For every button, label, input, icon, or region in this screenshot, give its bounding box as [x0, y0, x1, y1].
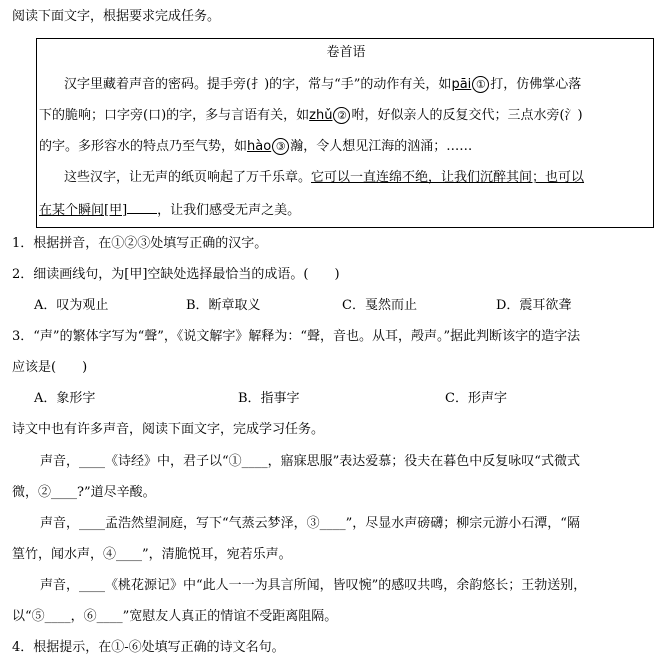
q3-option-c[interactable]: C．形声字	[445, 391, 507, 406]
sound-para-3-line-2: 以“⑤____，⑥____”宽慰友人真正的情谊不受距离阻隔。	[12, 609, 338, 624]
q3-option-a[interactable]: A．象形字	[34, 391, 96, 406]
underlined-sentence-end: 在某个瞬间[甲]	[39, 203, 128, 218]
passage-line-4: 这些汉字，让无声的纸页响起了万千乐章。它可以一直连绵不绝，让我们沉醉其间；也可以	[64, 170, 585, 185]
pinyin-2: zhǔ	[309, 108, 333, 123]
blank-marker-1: ①	[472, 76, 489, 93]
q2-option-c[interactable]: C．戛然而止	[342, 298, 417, 313]
blank-marker-2: ②	[333, 107, 350, 124]
q2-option-b[interactable]: B．断章取义	[186, 298, 261, 313]
question-3-line-2: 应该是( )	[12, 360, 88, 375]
q2-option-d[interactable]: D．震耳欲聋	[496, 298, 572, 313]
underlined-sentence: 它可以一直连绵不绝，让我们沉醉其间；也可以	[311, 170, 585, 185]
sound-para-1-line-2: 微，②____?”道尽辛酸。	[12, 485, 156, 500]
sound-para-2-line-2: 篁竹，闻水声，④____”，清脆悦耳，宛若乐声。	[12, 547, 292, 562]
sound-para-2-line-1: 声音，____孟浩然望洞庭，写下“气蒸云梦泽，③____”，尽显水声磅礴；柳宗元游小石潭，“隔	[40, 516, 580, 531]
sound-para-1-line-1: 声音，____《诗经》中，君子以“①____，寤寐思服”表达爱慕；役夫在暮色中反复咏叹“式微式	[40, 454, 580, 469]
passage-line-3: 的字。多形容水的特点乃至气势，如hào ③ 瀚，令人想见江海的汹涌；……	[39, 139, 473, 154]
question-3-line-1: 3．“声”的繁体字写为“聲”，《说文解字》解释为：“聲，音也。从耳，殸声。”据此判断该字的造字法	[12, 329, 581, 344]
blank-marker-3: ③	[272, 138, 289, 155]
passage-line-2: 下的脆响；口字旁(口)的字，多与言语有关，如zhǔ ② 咐，好似亲人的反复交代；三点水旁(氵)	[39, 108, 583, 123]
question-1: 1．根据拼音，在①②③处填写正确的汉字。	[12, 236, 268, 251]
passage-title: 卷首语	[326, 45, 366, 60]
q3-option-b[interactable]: B．指事字	[238, 391, 300, 406]
pinyin-1: pāi	[451, 77, 472, 92]
jia-blank[interactable]	[127, 199, 157, 214]
poem-intro: 诗文中也有许多声音，阅读下面文字，完成学习任务。	[12, 422, 325, 437]
question-4: 4．根据提示，在①-⑥处填写正确的诗文名句。	[12, 640, 285, 655]
q2-option-a[interactable]: A．叹为观止	[34, 298, 109, 313]
sound-para-3-line-1: 声音，____《桃花源记》中“此人一一为具言所闻，皆叹惋”的感叹共鸣，余韵悠长；王勃送别，	[40, 578, 587, 593]
passage-line-5: 在某个瞬间[甲] ，让我们感受无声之美。	[39, 199, 300, 221]
passage-line-1: 汉字里藏着声音的密码。提手旁(扌)的字，常与“手”的动作有关，如pāi ① 打，仿佛掌心落	[64, 77, 582, 92]
question-2: 2．细读画线句，为[甲]空缺处选择最恰当的成语。( )	[12, 267, 340, 282]
pinyin-3: hào	[247, 139, 272, 154]
intro-text: 阅读下面文字，根据要求完成任务。	[12, 9, 221, 24]
passage-box	[36, 38, 654, 228]
